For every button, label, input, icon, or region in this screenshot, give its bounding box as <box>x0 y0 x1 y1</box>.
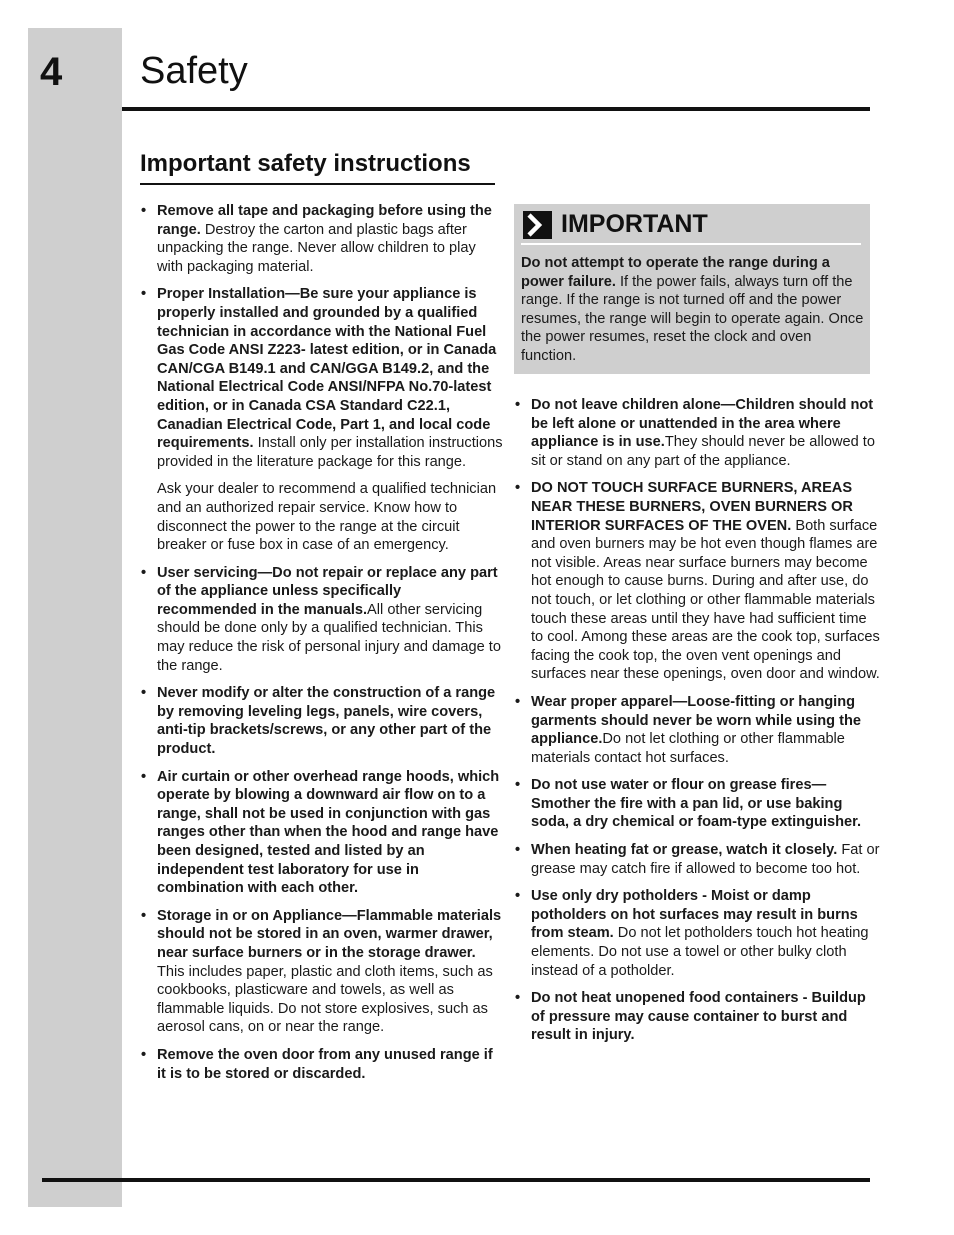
list-item <box>140 564 504 676</box>
item-bold-text: User servicing—Do not repair or replace any part of the appliance unless specifically recommended in the manuals. <box>157 564 498 618</box>
item-text: Do not let potholders touch hot heating elements. Do not use a towel or other bulky cloth instead of a potholder. <box>531 925 869 979</box>
list-item <box>140 684 504 758</box>
item-text: Do not let clothing or other flammable materials contact hot surfaces. <box>531 731 845 766</box>
item-text: This includes paper, plastic and cloth items, such as cookbooks, plasticware and towels, as well as flammable liquids. Do not store explosives, such as aerosol cans, on or near the range. <box>157 963 493 1036</box>
item-bold-text: Do not leave children alone—Children should not be left alone or unattended in the area where appliance is in use. <box>531 397 874 451</box>
list-item <box>514 776 882 832</box>
important-title: IMPORTANT <box>561 210 708 238</box>
footer-rule <box>42 1178 870 1182</box>
list-item <box>514 693 882 767</box>
side-band <box>28 28 122 1207</box>
left-bullet-list <box>140 202 504 471</box>
list-item <box>140 768 504 898</box>
item-bold-text: DO NOT TOUCH SURFACE BURNERS, AREAS NEAR THESE BURNERS, OVEN BURNERS OR INTERIOR SURFACES OF THE OVEN. <box>531 480 853 534</box>
item-bold-text: Air curtain or other overhead range hoods, which operate by blowing a downward air flow on to a range, shall not be used in conjunction with gas ranges other than when the hood and range have been designed, tested and listed by an independent test laboratory for use in combination with each other. <box>157 768 500 897</box>
item-text: Both surface and oven burners may be hot even though flames are not visible. Areas near surface burners may become hot enough to cause burns. During and after use, do not touch, or let clothing or other flammable materials touch these areas until they have had sufficient time to cool. Among these areas are the cook top, surfaces facing the cook top, the oven vent openings and surfaces near these openings, oven door and window. <box>531 517 880 683</box>
item-text: Install only per installation instructions provided in the literature package for this range. <box>157 435 503 470</box>
item-text: Fat or grease may catch fire if allowed to become too hot. <box>531 842 880 877</box>
important-box <box>514 204 870 374</box>
left-bullet-list-continued <box>140 564 504 1083</box>
item-text: They should never be allowed to sit or stand on any part of the appliance. <box>531 434 875 469</box>
list-item <box>514 841 882 878</box>
list-item <box>514 989 882 1045</box>
item-bold-text: When heating fat or grease, watch it closely. <box>531 842 838 859</box>
item-bold-text: Remove all tape and packaging before using the range. <box>157 203 492 238</box>
item-bold-text: Use only dry potholders - Moist or damp potholders on hot surfaces may result in burns from steam. <box>531 888 858 942</box>
header-rule <box>122 107 870 111</box>
section-heading: Important safety instructions <box>140 150 471 177</box>
arrow-right-icon <box>523 211 552 239</box>
important-bold-text: Do not attempt to operate the range during a power failure. <box>521 255 830 290</box>
left-column <box>140 202 504 1092</box>
item-bold-text: Proper Installation—Be sure your appliance is properly installed and grounded by a qualified technician in accordance with the National Fuel Gas Code ANSI Z223- latest edition, or in Canada CAN/CGA B149.1 and CAN/GGA B149.2, and the National Electrical Code ANSI/NFPA No.70-latest edition, or in Canada CSA Standard C22.1, Canadian Electrical Code, Part 1, and local code requirements. <box>157 286 497 452</box>
right-column <box>514 396 882 1054</box>
page-number: 4 <box>40 50 63 94</box>
important-body-text: If the power fails, always turn off the range. If the range is not turned off and the power resumes, the range will begin to operate again. Once the power resumes, reset the clock and oven function. <box>521 273 864 364</box>
important-rule <box>521 243 861 245</box>
page-title: Safety <box>140 50 248 92</box>
item-text: All other servicing should be done only by a qualified technician. This may reduce the risk of personal injury and damage to the range. <box>157 601 501 674</box>
item-bold-text: Storage in or on Appliance—Flammable materials should not be stored in an oven, warmer drawer, near surface burners or in the storage drawer. <box>157 907 502 961</box>
right-bullet-list <box>514 396 882 1045</box>
important-text <box>521 254 864 366</box>
list-item <box>140 202 504 276</box>
item-bold-text: Do not heat unopened food containers - Buildup of pressure may cause container to burst and result in injury. <box>531 990 866 1044</box>
dealer-paragraph: Ask your dealer to recommend a qualified technician and an authorized repair service. Know how to disconnect the power to the range at the circuit breaker or fuse box in case of an emergency. <box>157 481 497 554</box>
list-item <box>140 1046 504 1083</box>
list-item <box>140 285 504 471</box>
item-text: Destroy the carton and plastic bags after unpacking the range. Never allow children to play with packaging material. <box>157 221 476 275</box>
list-item <box>514 396 882 470</box>
item-bold-text: Remove the oven door from any unused range if it is to be stored or discarded. <box>157 1046 493 1082</box>
item-bold-text: Wear proper apparel—Loose-fitting or hanging garments should never be worn while using the appliance. <box>531 693 862 748</box>
item-bold-text: Do not use water or flour on grease fires—Smother the fire with a pan lid, or use baking soda, a dry chemical or foam-type extinguisher. <box>531 777 862 831</box>
section-heading-rule <box>140 183 495 185</box>
list-item <box>514 479 882 684</box>
list-item <box>514 887 882 980</box>
item-bold-text: Never modify or alter the construction of a range by removing leveling legs, panels, wire covers, anti-tip brackets/screws, or any other part of the product. <box>157 685 496 758</box>
list-item <box>140 907 504 1037</box>
